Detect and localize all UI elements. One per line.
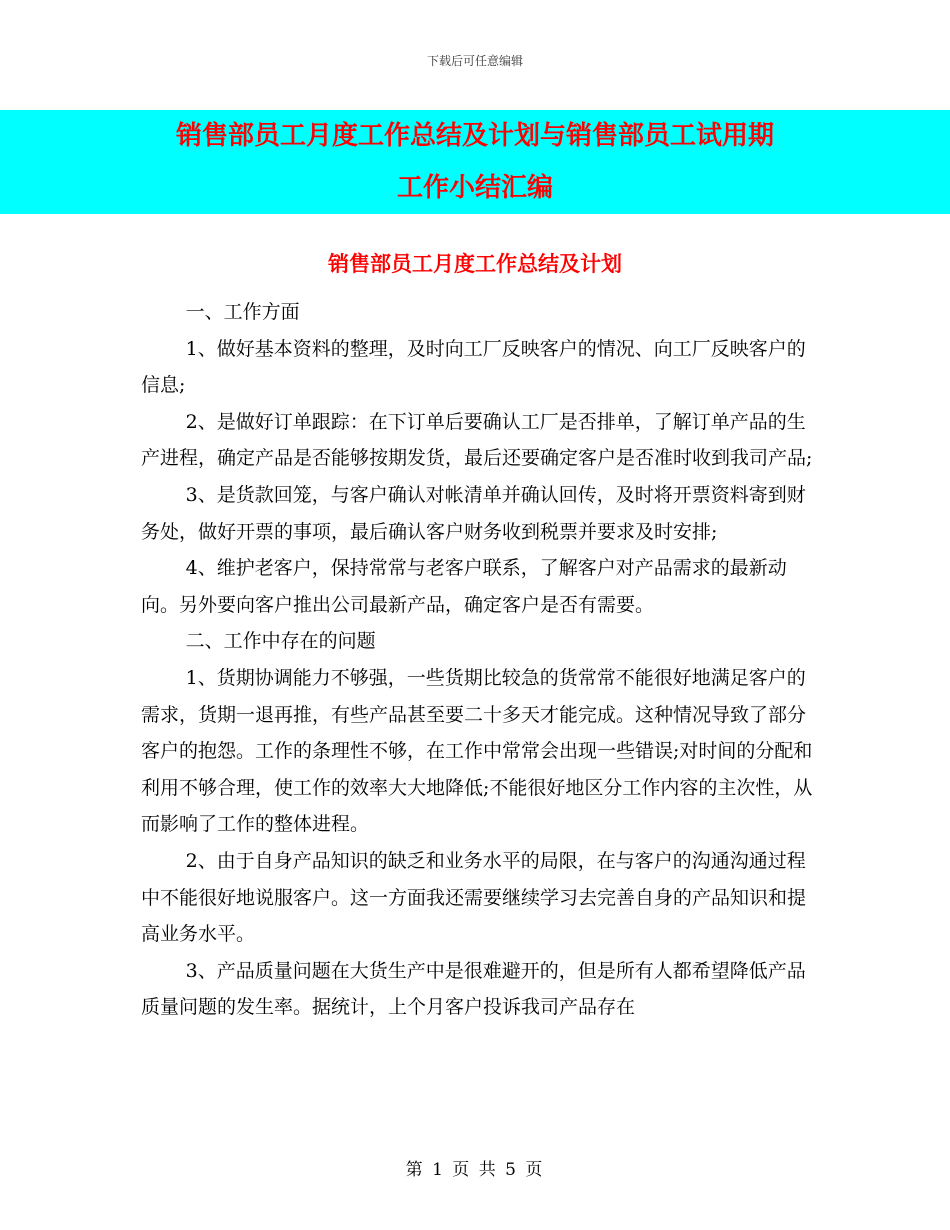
paragraph: 3、是货款回笼，与客户确认对帐清单并确认回传，及时将开票资料寄到财务处，做好开票的事项，最后确认客户财务收到税票并要求及时安排; <box>141 483 806 543</box>
paragraph: 1、货期协调能力不够强，一些货期比较急的货常常不能很好地满足客户的需求，货期一退再推，有些产品甚至要二十多天才能完成。这种情况导致了部分客户的抱怨。工作的条理性不够，在工作中常常会出现一些错误;对时间的分配和利用不够合理，使工作的效率大大地降低;不能很好地区分工作内容的主次性，从而影响了工作的整体进程。 <box>141 666 813 836</box>
paragraph: 4、维护老客户，保持常常与老客户联系，了解客户对产品需求的最新动向。另外要向客户推出公司最新产品，确定客户是否有需要。 <box>141 557 787 616</box>
document-title <box>0 110 950 214</box>
paragraph: 2、是做好订单跟踪：在下订单后要确认工厂是否排单，了解订单产品的生产进程，确定产品是否能够按期发货，最后还要确定客户是否准时收到我司产品; <box>141 410 813 470</box>
document-title-line1: 销售部员工月度工作总结及计划与销售部员工试用期 <box>175 121 774 151</box>
paragraph: 2、由于自身产品知识的缺乏和业务水平的局限，在与客户的沟通沟通过程中不能很好地说服客户。这一方面我还需要继续学习去完善自身的产品知识和提高业务水平。 <box>141 849 807 946</box>
paragraph-heading-work: 一、工作方面 <box>185 301 300 323</box>
paragraph: 3、产品质量问题在大货生产中是很难避开的，但是所有人都希望降低产品质量问题的发生率。据统计，上个月客户投诉我司产品存在 <box>141 959 806 1019</box>
document-body <box>141 294 821 1026</box>
paragraph: 1、做好基本资料的整理，及时向工厂反映客户的情况、向工厂反映客户的信息; <box>141 337 806 397</box>
section-title: 销售部员工月度工作总结及计划 <box>328 251 622 276</box>
page-number: 第 1 页 共 5 页 <box>405 1160 545 1180</box>
paragraph-heading-problems: 二、工作中存在的问题 <box>185 630 376 653</box>
page-header: 下载后可任意编辑 <box>426 54 523 68</box>
document-title-line2: 工作小结汇编 <box>396 173 553 203</box>
